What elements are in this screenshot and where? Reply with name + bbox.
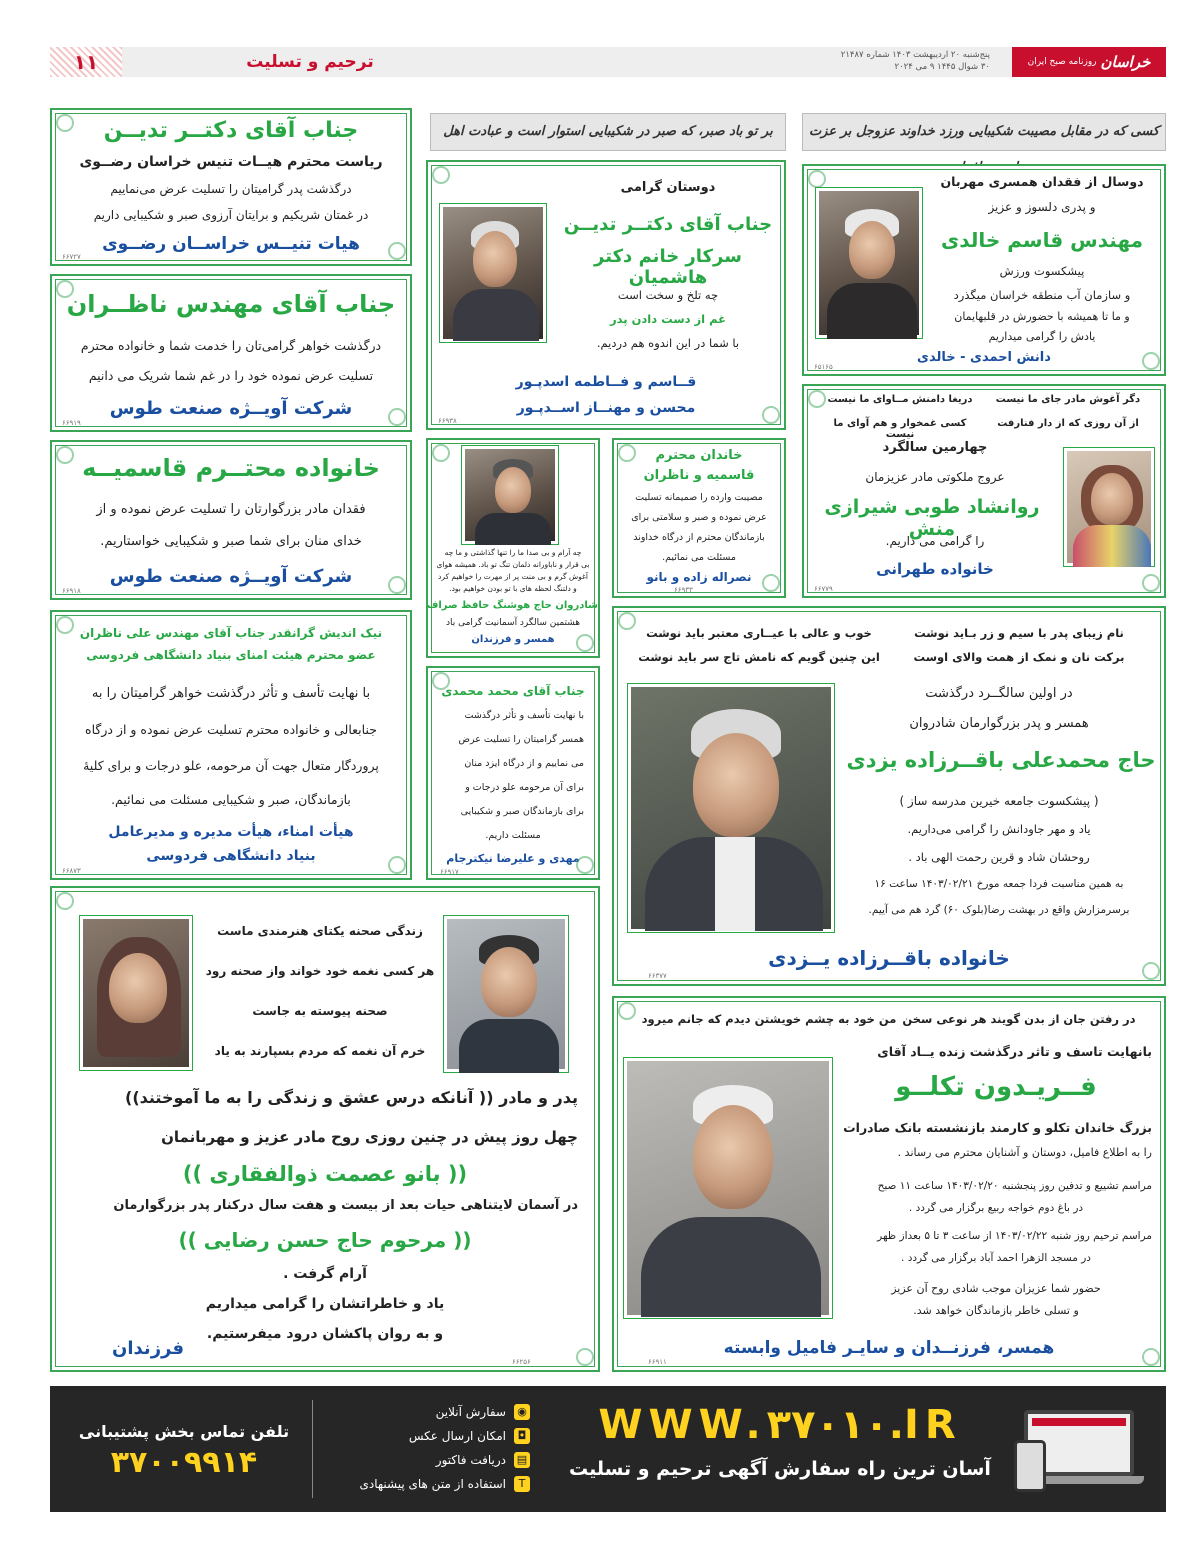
ad-line: فقدان مادر بزرگوارتان را تسلیت عرض نموده و از bbox=[96, 502, 366, 517]
features-list bbox=[330, 1400, 530, 1496]
portrait-photo bbox=[462, 446, 558, 544]
wifi-icon: ◉ bbox=[514, 1404, 530, 1420]
poem-line: برکت نان و نمک از همت والای اوست bbox=[913, 650, 1125, 664]
ad-line: چه تلخ و سخت است bbox=[617, 288, 719, 302]
quote-banner-middle: بر تو باد صبر، که صبر در شکیبایی استوار است و عبادت اهل bbox=[430, 113, 786, 151]
feature-item bbox=[330, 1400, 530, 1424]
ad-line: درگذشت خواهر گرامی‌تان را خدمت شما و خانواده محترم bbox=[80, 338, 382, 353]
ad-title: سرکار خانم دکتر هاشمیان bbox=[594, 246, 742, 288]
date-line-1: پنج‌شنبه ۲۰ اردیبهشت ۱۴۰۳ شماره ۲۱۴۸۷ bbox=[840, 50, 990, 60]
ad-line: با نهایت تأسف و تأثر درگذشت bbox=[464, 710, 584, 721]
ad-line: در غمتان شریکیم و برایتان آرزوی صبر و شکیبایی داریم bbox=[93, 208, 369, 222]
camera-icon: ◘ bbox=[514, 1428, 530, 1444]
poem-line: نام زیبای پدر با سیم و زر بـاید نوشت bbox=[914, 626, 1124, 640]
ad-line: بازماندگان محترم از درگاه خداوند bbox=[633, 532, 765, 543]
portrait-photo bbox=[628, 684, 834, 932]
footer-ad-banner bbox=[50, 1386, 1166, 1512]
ad-line: چهارمین سالگرد bbox=[882, 440, 988, 455]
ad-line: با نهایت تأسف و تأثر درگذشت خواهر گرامیتان را به bbox=[91, 686, 371, 701]
ad-signature: خانواده طهرانی bbox=[876, 560, 994, 578]
poem-line: کسی غمخوار و هم آوای ما نیست bbox=[833, 418, 967, 440]
ad-line: مسئلت داریم. bbox=[485, 830, 541, 841]
memorial-ad-khaledi bbox=[802, 164, 1166, 376]
feature-item bbox=[330, 1424, 530, 1448]
ad-line: هشتمین سالگرد آسمانیت گرامی باد bbox=[445, 618, 581, 628]
ad-signature: شرکت آویــژه صنعت طوس bbox=[109, 398, 353, 419]
text-icon: T bbox=[514, 1476, 530, 1492]
ad-line: روحشان شاد و قرین رحمت الهی باد . bbox=[908, 850, 1090, 864]
ad-line: با شما در این اندوه هم دردیم. bbox=[596, 336, 740, 350]
ad-line: مراسم تشییع و تدفین روز پنجشنبه ۱۴۰۳/۰۲/۲۰ ساعت ۱۱ صبح bbox=[877, 1180, 1152, 1192]
divider bbox=[312, 1400, 313, 1498]
feature-label: امکان ارسال عکس bbox=[408, 1429, 506, 1443]
ad-line: بازماندگان، صبر و شکیبایی مسئلت می نمائیم. bbox=[111, 792, 351, 807]
support-phone[interactable]: ۳۷۰۰۹۹۱۴ bbox=[110, 1445, 258, 1480]
poem-line: خرم آن نغمه که مردم بسپارند به یاد bbox=[214, 1044, 426, 1058]
ad-code: ۶۶۳۷۷ bbox=[648, 972, 667, 980]
ad-line: یاد و مهر جاودانش را گرامی می‌داریم. bbox=[907, 822, 1091, 836]
condolence-ad-tennis bbox=[50, 108, 412, 266]
ad-line: همسر و پدر بزرگوارمان شادروان bbox=[909, 716, 1089, 731]
condolence-ad-nasrollahzadeh bbox=[612, 438, 786, 598]
logo-subtitle: روزنامه صبح ایران bbox=[1027, 57, 1097, 67]
ad-title: نیک اندیش گرانقدر جناب آقای مهندس علی ناظران bbox=[79, 626, 383, 640]
ad-code: ۶۶۹۳۳ bbox=[674, 586, 693, 594]
condolence-ad-ghasemieh bbox=[50, 440, 412, 600]
condolence-ad-mohammadi bbox=[426, 666, 600, 880]
ad-line: دوستان گرامی bbox=[620, 180, 716, 195]
ad-title: جناب آقای دکتــر تدیــن bbox=[563, 214, 773, 235]
ad-line: و پدری دلسوز و عزیز bbox=[988, 200, 1096, 214]
portrait-photo bbox=[1064, 448, 1154, 566]
poem-line: از آن روزی که از دار فنارفت bbox=[997, 418, 1139, 429]
ad-code: ۶۶۷۲۷ bbox=[62, 253, 81, 261]
ad-line: بزرگ خاندان تکلو و کارمند بازنشسته بانک صادرات bbox=[843, 1120, 1152, 1135]
ad-title: جناب آقای محمد محمدی bbox=[441, 684, 585, 698]
ad-line: در باغ دوم خواجه ربیع برگزار می گردد . bbox=[908, 1202, 1084, 1214]
poem-line: من خود به چشم خویشتن دیدم که جانم میرود bbox=[641, 1012, 897, 1026]
memorial-ad-tehrani bbox=[802, 384, 1166, 598]
ad-title: قاسمیه و ناظران bbox=[643, 468, 755, 483]
ad-line: آغوش گرم و بی منت پر از مهرت را خواهیم کرد bbox=[438, 572, 588, 581]
ad-title: مهندس قاسم خالدی bbox=[940, 228, 1144, 252]
condolence-ad-nazeran bbox=[50, 274, 412, 432]
ad-code: ۶۶۹۱۸ bbox=[62, 587, 81, 595]
ad-line: یادش را گرامی میداریم bbox=[988, 330, 1096, 343]
tagline: آسان ترین راه سفارش آگهی ترحیم و تسلیت bbox=[569, 1458, 991, 1480]
ad-code: ۶۵۱۶۵ bbox=[814, 363, 833, 371]
feature-label: سفارش آنلاین bbox=[435, 1405, 506, 1419]
poem-line: این چنین گویم که نامش تاج سر باید نوشت bbox=[638, 650, 880, 664]
feature-item bbox=[330, 1448, 530, 1472]
ad-line: را گرامی می داریم. bbox=[885, 534, 985, 548]
ad-title: جناب آقای مهندس ناظــران bbox=[66, 290, 396, 318]
section-title: ترحیم و تسلیت bbox=[246, 52, 374, 72]
website-block bbox=[560, 1402, 1000, 1480]
ad-line: برسرمزارش واقع در بهشت رضا(بلوک ۶۰) گرد هم می آییم. bbox=[868, 904, 1130, 916]
ad-line: بانهایت تاسف و تاثر درگذشت زنده یــاد آقای bbox=[877, 1044, 1152, 1059]
website-url[interactable]: WWW.۳۷۰۱۰.IR bbox=[598, 1402, 962, 1448]
condolence-ad-ferdowsi bbox=[50, 610, 412, 880]
memorial-ad-hafez-saraf bbox=[426, 438, 600, 658]
ad-line: چهل روز پیش در چنین روزی روح مادر عزیز و مهربانمان bbox=[161, 1128, 578, 1146]
ad-line: ( پیشکسوت جامعه خیرین مدرسه ساز ) bbox=[899, 794, 1099, 808]
poem-line: خوب و عالی با عیــاری معتبر باید نوشت bbox=[646, 626, 872, 640]
ad-title: روانشاد طوبی شیرازی منش bbox=[824, 496, 1040, 540]
ad-subtitle: عضو محترم هیئت امنای بنیاد دانشگاهی فردوسی bbox=[86, 648, 376, 662]
ad-line: پروردگار متعال جهت آن مرحومه، علو درجات و برای کلیهٔ bbox=[83, 758, 379, 773]
ad-line: برای آن مرحومه علو درجات و bbox=[465, 782, 584, 793]
condolence-ad-tadayon bbox=[426, 160, 786, 430]
laptop-phone-illustration bbox=[1014, 1404, 1154, 1496]
ad-line: و دلتنگ لحظه های با تو بودن خواهیم بود. bbox=[449, 584, 577, 593]
ad-line: غم از دست دادن پدر bbox=[610, 312, 726, 326]
issue-date bbox=[790, 49, 990, 73]
ad-title: شادروان حاج هوشنگ حافظ صراف bbox=[426, 600, 598, 611]
ad-code: ۶۶۹۳۸ bbox=[438, 417, 457, 425]
quote-banner-right: کسی که در مقابل مصیبت شکیبایی ورزد خداوند عزوجل بر عزت bbox=[802, 113, 1166, 151]
ad-title: حاج محمدعلی باقــرزاده یزدی bbox=[846, 748, 1156, 772]
ad-line: مسئلت می نمائیم. bbox=[662, 552, 736, 563]
ad-signature: شرکت آویــژه صنعت طوس bbox=[109, 566, 353, 587]
newspaper-logo bbox=[1012, 47, 1166, 77]
ad-signature: همسر، فرزنــدان و سایـر فامیل وابسته bbox=[723, 1338, 1055, 1358]
ad-code: ۶۶۹۱۱ bbox=[648, 1358, 667, 1366]
ad-code: ۶۶۸۷۳ bbox=[62, 867, 81, 875]
portrait-photo bbox=[624, 1058, 832, 1318]
poem-line: هر کسی نغمه خود خواند واز صحنه رود bbox=[205, 964, 435, 978]
ad-line: پدر و مادر (( آنانکه درس عشق و زندگی را به ما آموختند)) bbox=[125, 1088, 578, 1107]
portrait-photo bbox=[440, 204, 546, 342]
poem-line: در رفتن جان از بدن گویند هر نوعی سخن bbox=[902, 1012, 1136, 1026]
page-header bbox=[50, 47, 1166, 77]
ad-line: و ما تا همیشه با حضورش در قلبهایمان bbox=[954, 310, 1130, 323]
ad-code: ۶۶۷۷۹ bbox=[814, 585, 833, 593]
poem-line: صحنه پیوسته به جاست bbox=[252, 1004, 388, 1018]
portrait-photo-father bbox=[444, 916, 568, 1072]
ad-code: ۶۶۹۱۹ bbox=[62, 419, 81, 427]
ad-line: و تسلی خاطر بازماندگان خواهد شد. bbox=[913, 1304, 1079, 1317]
ad-title: فــریـدون تکلــو bbox=[895, 1072, 1097, 1102]
support-title: تلفن تماس بخش پشتیبانی bbox=[78, 1422, 290, 1441]
ad-line: به همین مناسبت فردا جمعه مورخ ۱۴۰۳/۰۲/۲۱ ساعت ۱۶ bbox=[874, 878, 1124, 890]
ad-signature: فرزندان bbox=[112, 1338, 185, 1359]
ad-line: در مسجد الزهرا احمد آباد برگزار می گردد . bbox=[901, 1252, 1091, 1264]
ad-line: و سازمان آب منطقه خراسان میگذرد bbox=[953, 288, 1131, 302]
feature-item bbox=[330, 1472, 530, 1496]
ad-line: مصیبت وارده را صمیمانه تسلیت bbox=[635, 492, 763, 503]
ad-line: عرض نموده و صبر و سلامتی برای bbox=[631, 512, 767, 523]
ad-signature: همسر و فرزندان bbox=[471, 634, 555, 645]
obituary-ad-takallu bbox=[612, 996, 1166, 1372]
ad-code: ۶۶۲۵۶ bbox=[512, 1358, 531, 1366]
feature-label: دریافت فاکتور bbox=[435, 1453, 506, 1467]
memorial-ad-rezaei bbox=[50, 886, 600, 1372]
ad-title: جناب آقای دکتــر تدیــن bbox=[103, 118, 359, 143]
ad-title: (( بانو عصمت ذوالفقاری )) bbox=[182, 1162, 468, 1186]
ad-signature: دانش احمدی - خالدی bbox=[917, 350, 1051, 365]
ad-title: خانواده محتــرم قاسمیــه bbox=[82, 454, 380, 482]
ad-line: پیشکسوت ورزش bbox=[999, 264, 1085, 278]
ad-title: خاندان محترم bbox=[655, 448, 743, 463]
ad-signature: بنیاد دانشگاهی فردوسی bbox=[146, 848, 316, 864]
ad-signature: هیات تنیــس خراســان رضــوی bbox=[102, 234, 360, 254]
logo-text: خراسان bbox=[1100, 53, 1151, 71]
ad-line: درگذشت پدر گرامیتان را تسلیت عرض می‌نماییم bbox=[110, 182, 352, 196]
ad-signature: محسن و مهنــاز اســدپـور bbox=[516, 400, 696, 416]
ad-line: یاد و خاطراتشان را گرامی میداریم bbox=[205, 1296, 445, 1312]
ad-line: در آسمان لایتناهی حیات بعد از بیست و هفت سال درکنار پدر بزرگوارمان bbox=[113, 1198, 578, 1213]
ad-line: برای بازماندگان صبر و شکیبایی bbox=[460, 806, 584, 817]
ad-line: بی قرار و ناباورانه دلمان تنگ تو باد. همیشه هوای bbox=[436, 560, 590, 569]
ad-signature: قــاسم و فــاطمه اسدپـور bbox=[515, 374, 697, 390]
ad-signature: نصراله زاده و بانو bbox=[646, 570, 752, 584]
ad-line: در اولین سالگــرد درگذشت bbox=[925, 686, 1073, 701]
page-number: ۱۱ bbox=[50, 47, 122, 77]
poem-line: دریغا دامنش مــاوای ما نیست bbox=[827, 394, 973, 405]
ad-line: حضور شما عزیزان موجب شادی روح آن عزیز bbox=[891, 1282, 1101, 1295]
ad-signature: خانواده باقــرزاده یــزدی bbox=[768, 946, 1010, 970]
ad-line: ریاست محترم هیــات تنیس خراسان رضــوی bbox=[79, 154, 383, 170]
portrait-photo bbox=[816, 188, 922, 338]
support-contact bbox=[54, 1392, 314, 1480]
ad-signature: مهدی و علیرضا نیکترجام bbox=[446, 852, 580, 865]
date-line-2: ۳۰ شوال ۱۴۴۵ ۹ می ۲۰۲۴ bbox=[894, 62, 990, 72]
ad-line: چه آرام و بی صدا ما را تنها گذاشتی و ما چه bbox=[444, 548, 582, 557]
ad-line: آرام گرفت . bbox=[283, 1266, 367, 1282]
ad-title: (( مرحوم حاج حسن رضایی )) bbox=[178, 1228, 472, 1252]
portrait-photo-mother bbox=[80, 916, 192, 1070]
ad-line: می نماییم و از درگاه ایزد منان bbox=[464, 758, 584, 769]
poem-line: زندگی صحنه یکتای هنرمندی ماست bbox=[217, 924, 423, 938]
document-icon: ▤ bbox=[514, 1452, 530, 1468]
ad-code: ۶۶۹۱۷ bbox=[440, 868, 459, 876]
ad-line: همسر گرامیتان را تسلیت عرض bbox=[458, 734, 584, 745]
ad-line: دوسال از فقدان همسری مهربان bbox=[940, 174, 1144, 189]
ad-line: جنابعالی و خانواده محترم تسلیت عرض نموده و از درگاه bbox=[85, 722, 377, 737]
ad-signature: هیأت امناء، هیأت مدیره و مدیرعامل bbox=[108, 824, 354, 840]
memorial-ad-bagherzadeh bbox=[612, 606, 1166, 986]
poem-line: دگر آغوش مادر جای ما نیست bbox=[995, 394, 1141, 405]
ad-line: خدای منان برای شما صبر و شکیبایی خواستاریم. bbox=[100, 534, 362, 549]
ad-line: عروج ملکوتی مادر عزیزمان bbox=[865, 470, 1005, 484]
ad-line: را به اطلاع فامیل، دوستان و آشنایان محترم می رساند . bbox=[897, 1146, 1152, 1159]
ad-line: تسلیت عرض نموده خود را در غم شما شریک می دانیم bbox=[88, 368, 374, 383]
ad-line: و به روان پاکشان درود میفرستیم. bbox=[206, 1326, 444, 1342]
ad-line: مراسم ترحیم روز شنبه ۱۴۰۳/۰۲/۲۲ از ساعت ۳ تا ۵ بعداز ظهر bbox=[877, 1230, 1152, 1242]
feature-label: استفاده از متن های پیشنهادی bbox=[359, 1477, 506, 1491]
